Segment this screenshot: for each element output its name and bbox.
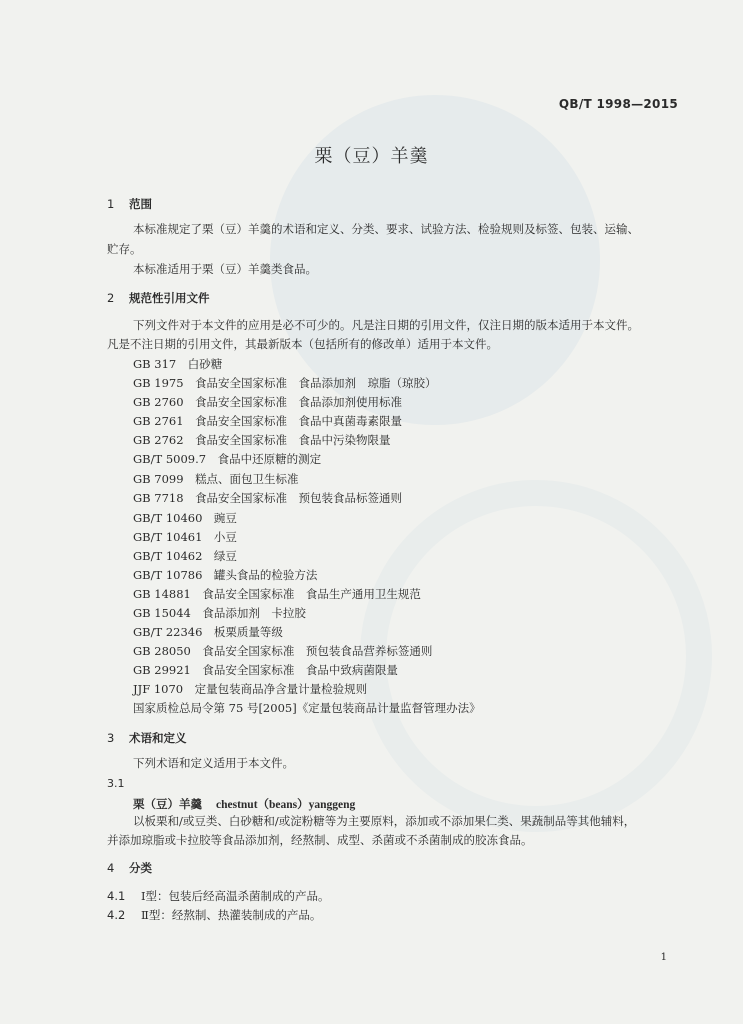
- term-heading: 栗（豆）羊羹 chestnut（beans）yanggeng: [133, 797, 356, 811]
- terms-intro: 下列术语和定义适用于本文件。: [133, 756, 294, 770]
- clause-3-1-number: 3.1: [107, 777, 125, 790]
- reference-item: GB 7099 糕点、面包卫生标准: [133, 472, 299, 486]
- term-definition-line1: 以板栗和/或豆类、白砂糖和/或淀粉糖等为主要原料，添加或不添加果仁类、果蔬制品等其他辅料，: [133, 814, 636, 828]
- standard-code: QB/T 1998—2015: [558, 97, 678, 111]
- document-title: 栗（豆）羊羹: [314, 146, 429, 167]
- reference-item: GB 317 白砂糖: [133, 357, 223, 371]
- references-intro-line1: 下列文件对于本文件的应用是必不可少的。凡是注日期的引用文件，仅注日期的版本适用于本文件。: [133, 318, 639, 332]
- classification-item: 4.1 Ⅰ型：包装后经高温杀菌制成的产品。: [107, 889, 330, 903]
- section-1-heading: 1 范围: [107, 197, 152, 211]
- classification-item: 4.2 Ⅱ型：经熬制、热灌装制成的产品。: [107, 908, 322, 922]
- reference-item: GB/T 10786 罐头食品的检验方法: [133, 568, 318, 582]
- section-3-heading: 3 术语和定义: [107, 731, 187, 745]
- reference-item: GB/T 5009.7 食品中还原糖的测定: [133, 452, 322, 466]
- scope-paragraph-line1: 本标准规定了栗（豆）羊羹的术语和定义、分类、要求、试验方法、检验规则及标签、包装、运输、: [133, 222, 639, 236]
- references-intro-line2: 凡是不注日期的引用文件，其最新版本（包括所有的修改单）适用于本文件。: [107, 337, 498, 351]
- reference-item: GB/T 10462 绿豆: [133, 549, 237, 563]
- reference-item: GB 7718 食品安全国家标准 预包装食品标签通则: [133, 491, 403, 505]
- reference-item: GB/T 22346 板栗质量等级: [133, 625, 283, 639]
- reference-item: GB 29921 食品安全国家标准 食品中致病菌限量: [133, 663, 398, 677]
- section-4-heading: 4 分类: [107, 861, 152, 875]
- reference-item: 国家质检总局令第 75 号[2005]《定量包装商品计量监督管理办法》: [133, 701, 481, 715]
- page-number: 1: [660, 952, 667, 963]
- reference-item: GB 2760 食品安全国家标准 食品添加剂使用标准: [133, 395, 403, 409]
- section-2-heading: 2 规范性引用文件: [107, 291, 210, 305]
- reference-item: GB 2762 食品安全国家标准 食品中污染物限量: [133, 433, 391, 447]
- scope-paragraph-line2: 贮存。: [107, 242, 142, 256]
- reference-item: GB/T 10460 豌豆: [133, 511, 237, 525]
- reference-item: GB 2761 食品安全国家标准 食品中真菌毒素限量: [133, 414, 403, 428]
- reference-item: GB 15044 食品添加剂 卡拉胶: [133, 606, 306, 620]
- term-definition-line2: 并添加琼脂或卡拉胶等食品添加剂，经熬制、成型、杀菌或不杀菌制成的胶冻食品。: [107, 833, 533, 847]
- reference-item: GB 28050 食品安全国家标准 预包装食品营养标签通则: [133, 644, 433, 658]
- reference-item: GB 14881 食品安全国家标准 食品生产通用卫生规范: [133, 587, 421, 601]
- scope-applicability: 本标准适用于栗（豆）羊羹类食品。: [133, 262, 317, 276]
- reference-item: GB 1975 食品安全国家标准 食品添加剂 琼脂（琼胶）: [133, 376, 437, 390]
- reference-item: JJF 1070 定量包装商品净含量计量检验规则: [133, 682, 368, 696]
- reference-item: GB/T 10461 小豆: [133, 530, 237, 544]
